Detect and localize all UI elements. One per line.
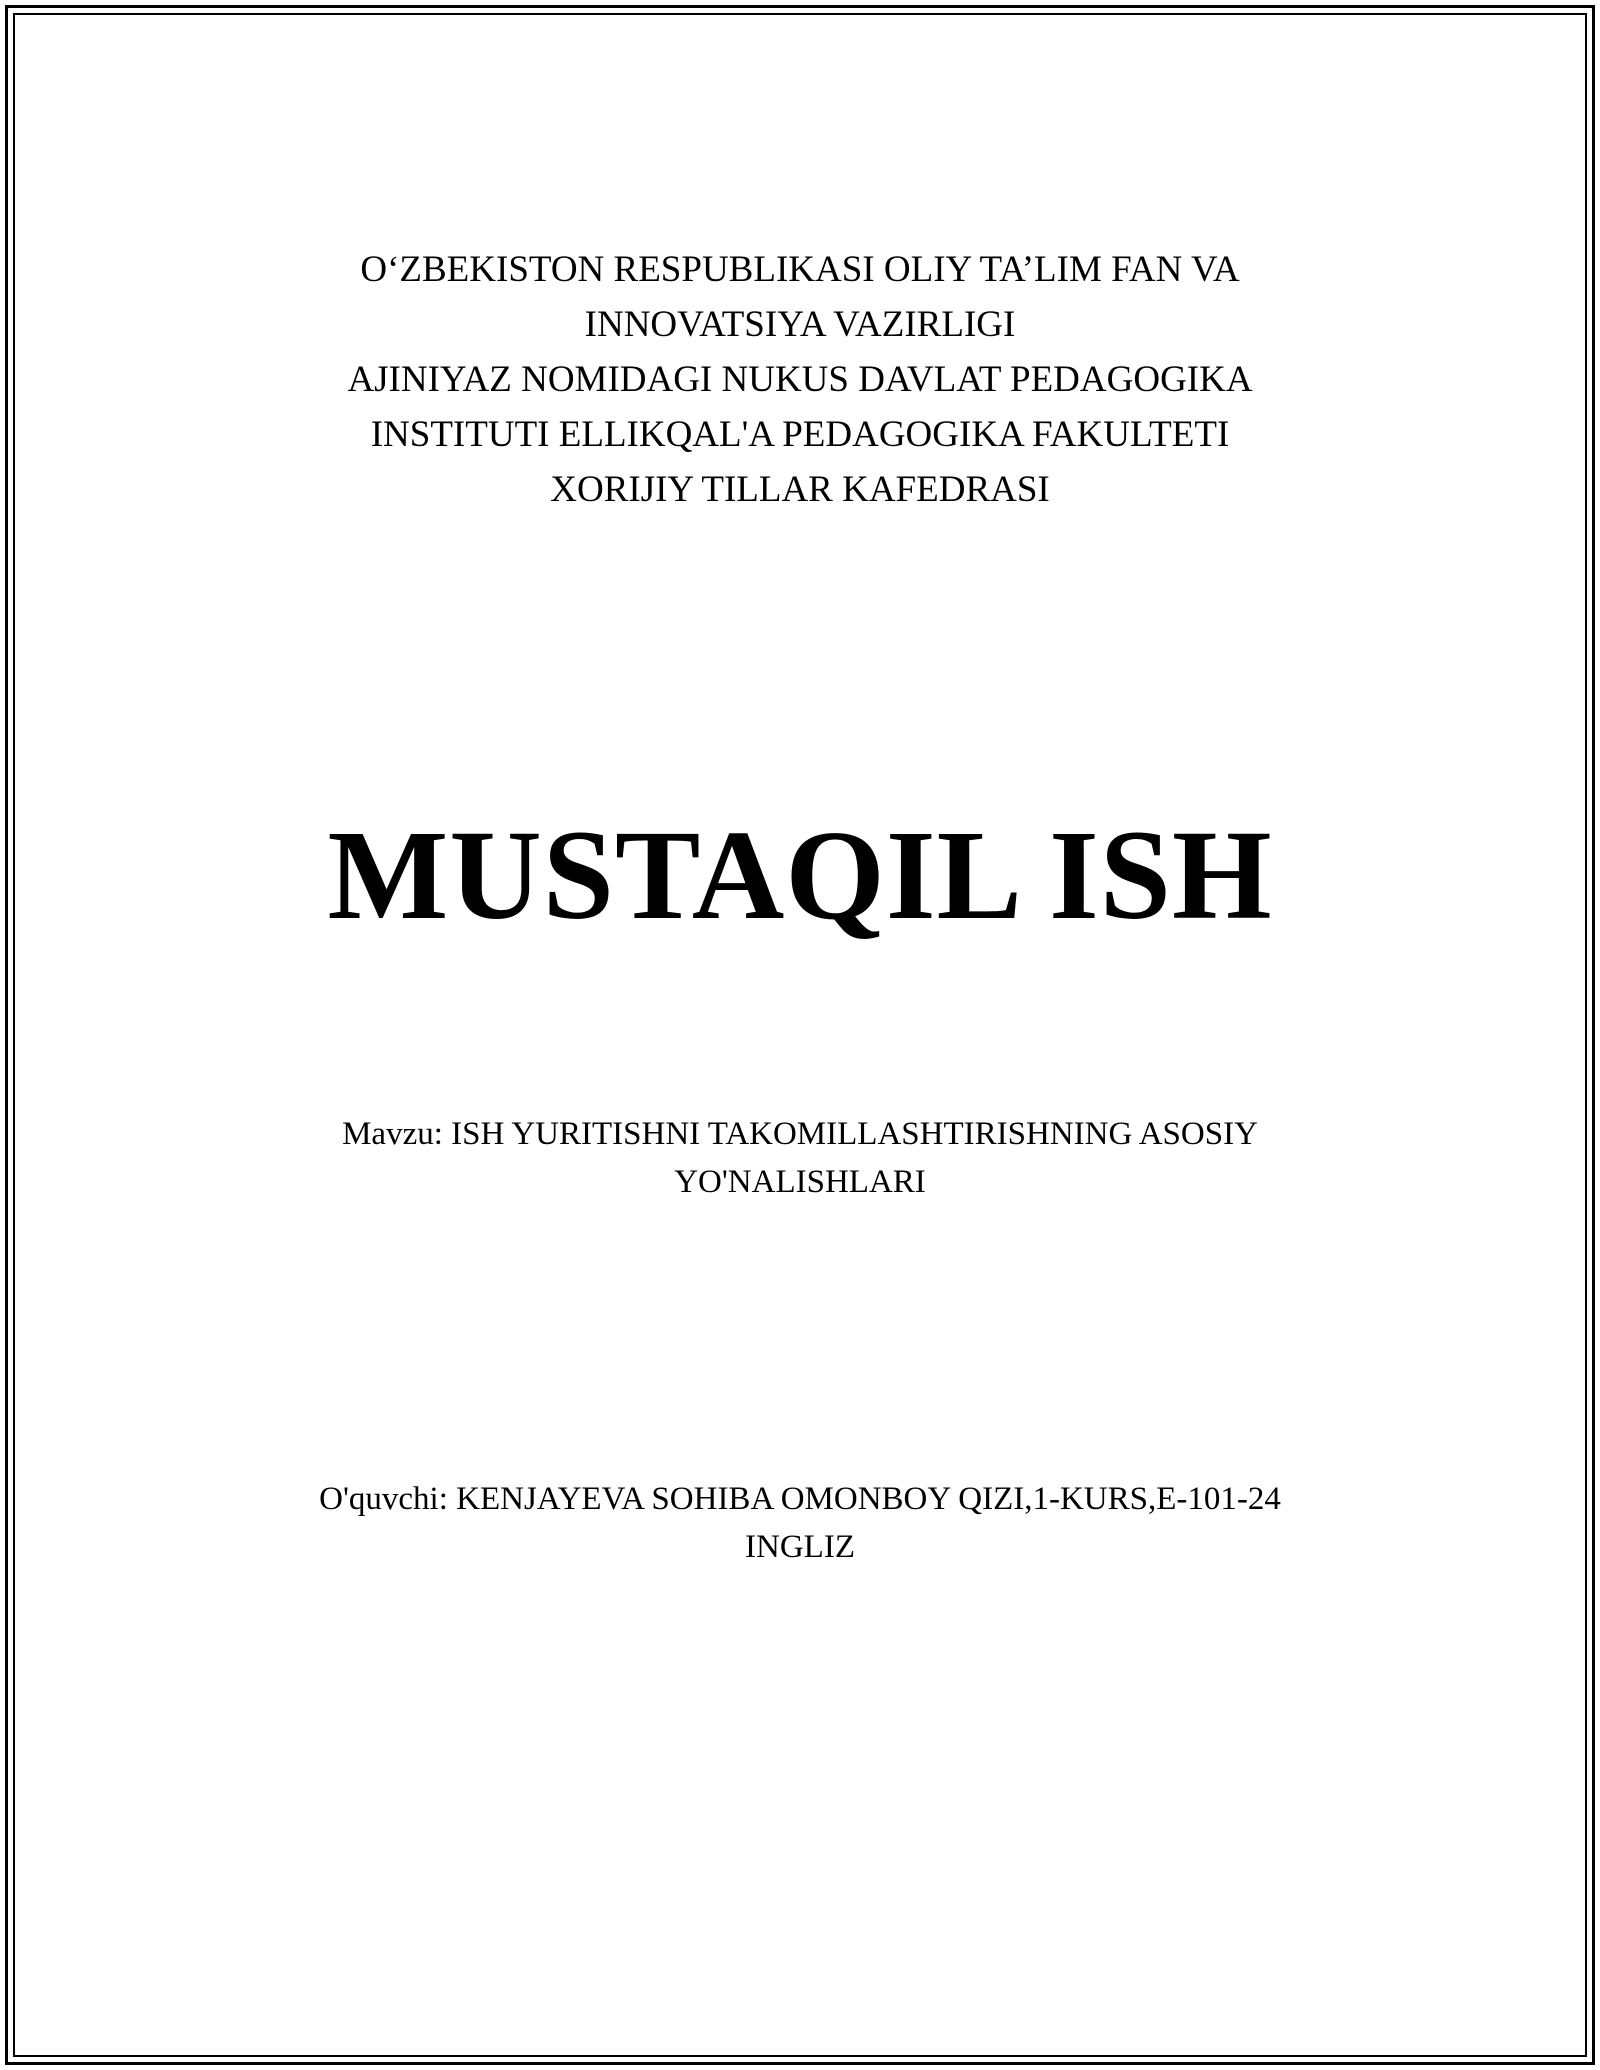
topic-line-1: Mavzu: ISH YURITISHNI TAKOMILLASHTIRISHNING ASOSIY	[342, 1116, 1258, 1152]
student-line-2: INGLIZ	[745, 1529, 855, 1565]
student-block	[0, 1475, 1600, 1571]
ministry-line-2: INNOVATSIYA VAZIRLIGI	[584, 304, 1016, 345]
student-line-1: O'quvchi: KENJAYEVA SOHIBA OMONBOY QIZI,1-KURS,E-101-24	[319, 1481, 1281, 1517]
document-title: MUSTAQIL ISH	[327, 804, 1273, 946]
topic-line-2: YO'NALISHLARI	[674, 1164, 926, 1200]
institute-line-2: INSTITUTI ELLIKQAL'A PEDAGOGIKA FAKULTETI	[370, 414, 1230, 455]
ministry-line-1: O‘ZBEKISTON RESPUBLIKASI OLIY TA’LIM FAN VA	[360, 249, 1240, 290]
topic-block	[0, 1110, 1600, 1206]
department-line: XORIJIY TILLAR KAFEDRASI	[550, 469, 1050, 510]
institution-header	[0, 242, 1600, 517]
institute-line-1: AJINIYAZ NOMIDAGI NUKUS DAVLAT PEDAGOGIKA	[347, 359, 1253, 400]
